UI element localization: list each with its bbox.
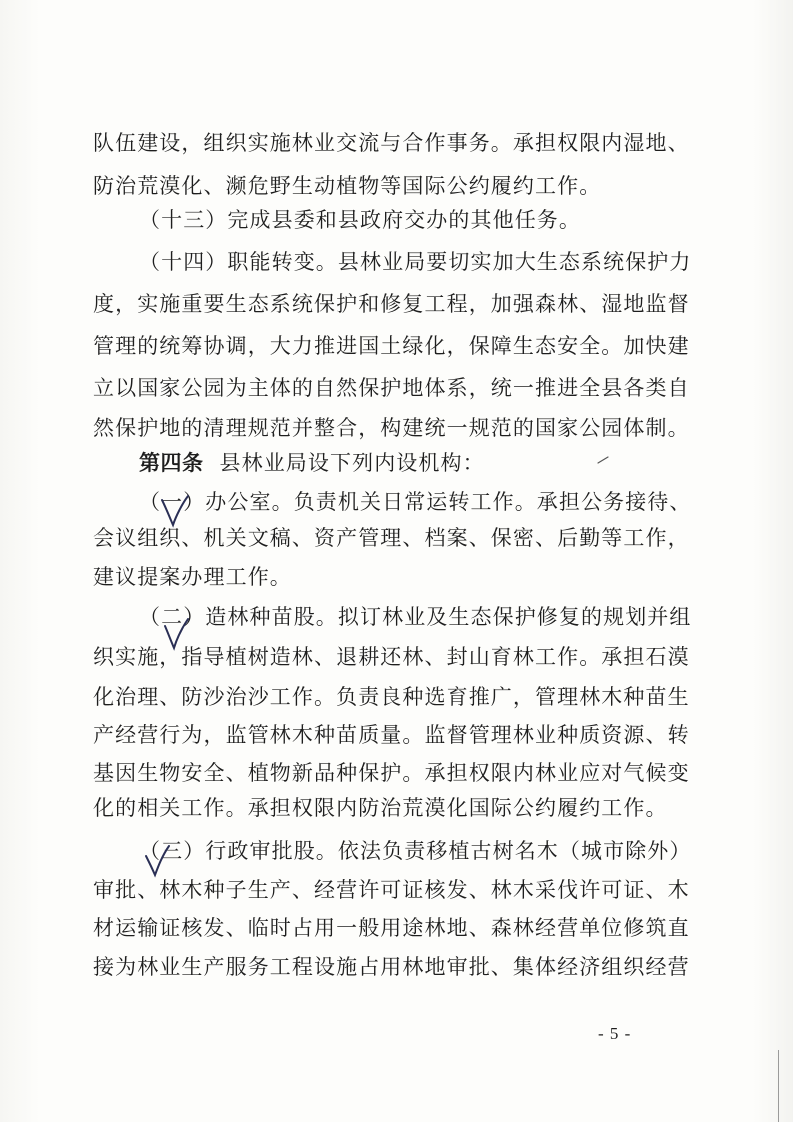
checkmark-icon <box>160 494 190 530</box>
paragraph-line: 建议提案办理工作。 <box>93 565 292 589</box>
paragraph-line: 接为林业生产服务工程设施占用林地审批、集体经济组织经营 <box>93 955 690 979</box>
paragraph-line: （三）行政审批股。依法负责移植古树名木（城市除外） <box>139 839 692 863</box>
scan-edge-line <box>778 1050 779 1122</box>
page-number: - 5 - <box>598 1024 632 1043</box>
paragraph-line: 基因生物安全、植物新品种保护。承担权限内林业应对气候变 <box>93 761 690 785</box>
paragraph-line: 材运输证核发、临时占用一般用途林地、森林经营单位修筑直 <box>93 916 690 940</box>
paragraph-line: 化治理、防沙治沙工作。负责良种选育推广，管理林木种苗生 <box>93 685 690 709</box>
paragraph-line: 化的相关工作。承担权限内防治荒漠化国际公约履约工作。 <box>93 796 668 820</box>
checkmark-icon <box>162 616 192 652</box>
paragraph-line: （十三）完成县委和县政府交办的其他任务。 <box>139 208 581 232</box>
article-heading-line <box>139 448 485 478</box>
paragraph-line: 审批、林木种子生产、经营许可证核发、林木采伐许可证、木 <box>93 878 690 902</box>
article-label: 第四条 <box>139 451 204 475</box>
article-text: 县林业局设下列内设机构： <box>219 451 485 475</box>
checkmark-icon <box>142 842 172 878</box>
paragraph-line: 然保护地的清理规范并整合，构建统一规范的国家公园体制。 <box>93 416 690 440</box>
paragraph-line: （十四）职能转变。县林业局要切实加大生态系统保护力 <box>139 250 692 274</box>
paragraph-line: 产经营行为，监管林木种苗质量。监督管理林业种质资源、转 <box>93 723 690 747</box>
paragraph-line: 队伍建设，组织实施林业交流与合作事务。承担权限内湿地、 <box>93 131 690 155</box>
paragraph-line: 会议组织、机关文稿、资产管理、档案、保密、后勤等工作， <box>93 526 690 550</box>
paragraph-line: （二）造林种苗股。拟订林业及生态保护修复的规划并组 <box>139 605 692 629</box>
paragraph-line: 度，实施重要生态系统保护和修复工程，加强森林、湿地监督 <box>93 292 690 316</box>
paragraph-line: 防治荒漠化、濒危野生动植物等国际公约履约工作。 <box>93 174 602 198</box>
paragraph-line: （一）办公室。负责机关日常运转工作。承担公务接待、 <box>139 490 692 514</box>
paragraph-line: 立以国家公园为主体的自然保护地体系，统一推进全县各类自 <box>93 376 690 400</box>
paragraph-line: 管理的统筹协调，大力推进国土绿化，保障生态安全。加快建 <box>93 334 690 358</box>
pen-mark-icon <box>596 455 610 465</box>
paragraph-line: 织实施，指导植树造林、退耕还林、封山育林工作。承担石漠 <box>93 645 690 669</box>
